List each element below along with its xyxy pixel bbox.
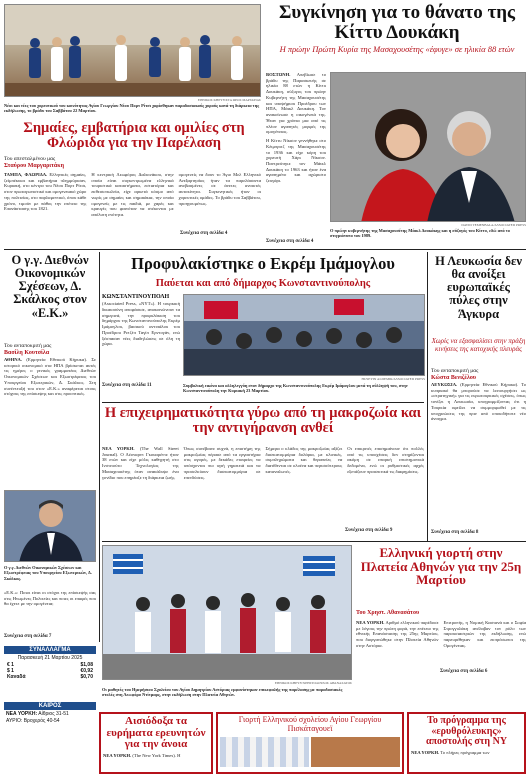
florida-text-col1: [4, 172, 86, 218]
cyprus-continued[interactable]: Συνέχεια στη σελίδα 8: [431, 530, 479, 535]
teaser-dateline: ΝΕΑ ΥΟΡΚΗ.: [411, 749, 440, 755]
florida-continued[interactable]: Συνέχεια στη σελίδα 4: [180, 231, 228, 236]
couple-portrait-illustration: [331, 73, 526, 222]
fx-date: Παρασκευή 21 Μαρτίου 2025: [17, 655, 83, 661]
imamoglu-text-body: (Associated Press, «ΝΥΤ»). Η τουρκική δικαιοσύνη αποφάσισε, ανακοινώνουν τα σημερινά, την προφυλάκιση του δημάρχου της Κωνσταντινούπολης Εκρέμ Ιμάμογλου, βασικού αντιπάλου του Προέδρου Ρετζέπ Ταγίπ Ερντογάν, ενώ ξέσπασαν νέες διαδηλώσεις σε όλη τη χώρα.: [102, 301, 180, 347]
teaser-headline: Γιορτή Ελληνικού σχολείου Αγίου Γεωργίου Πισκάταγουεϊ: [238, 715, 382, 733]
column-divider-right: [427, 252, 428, 542]
florida-dateline: ΤΑΜΠΑ, ΦΛΩΡΙΔΑ.: [4, 172, 48, 177]
teaser-dementia[interactable]: [99, 712, 213, 774]
imamoglu-subhead: Παύεται και από δήμαρχος Κωνσταντινούπολης: [155, 278, 371, 289]
un-byline-name: Βασίλη Κουτσίλα: [4, 349, 50, 356]
cyprus-text: [431, 382, 526, 422]
un-headline[interactable]: Ο γ.γ. Διεθνών Οικονομικών Σχέσεων, Δ. Σκάλκος στον «Ε.Κ.»: [11, 253, 89, 320]
imamoglu-text: [102, 294, 180, 347]
florida-photo-credit: ΕΘΝΙΚΟΣ ΚΗΡΥΞ/ΣΤΑ ΦΡΟΣ ΜΑΡΓΑΡΙΑΣ: [197, 98, 261, 102]
cyprus-headline[interactable]: Η Λευκωσία δεν θα ανοίξει ευρωπαϊκές πύλες στην Άγκυρα: [435, 254, 522, 321]
florida-photo: [4, 4, 261, 97]
dukakis-col2-text: Η Κίττυ Νίκσον γεννήθηκε στο Κέιμπριτζ της Μασαχουσέτης το 1936 και είχε κόρη του χορευτή Χάρι Νίκσον. Παντρεύτηκε τον Μάικλ Δουκάκη το 1963 και ήταν ένα αγαπημένο και αχώριστο ζευγάρι.: [266, 138, 326, 184]
dukakis-col1-text: Απεβίωσε το βράδυ της Παρασκευής σε ηλικία 88 ετών η Κίττυ Δουκάκη, σύζυγος του πρώην Κυβερνήτη της Μασαχουσέτης και υποψήφιου Προέδρου των ΗΠΑ, Μάικλ Δουκάκη. Τον ανακοίνωσε η οικογένειά της. Ήταν για χρόνια μια από τις πλέον αγαπητές μορφές της ομογένειας.: [266, 72, 326, 135]
un-text2: «Ε.Κ.»: Ποιοι είναι οι στόχοι της επίσκεψής σας στις Ηνωμένες Πολιτείες και ποιες οι επαφές που θα έχετε με την ομογένεια;: [4, 590, 96, 607]
dukakis-headline[interactable]: Συγκίνηση για το θάνατο της Κίττυ Δουκάκη: [278, 2, 516, 43]
athens-body: [356, 620, 526, 649]
fx-row: [4, 674, 96, 680]
cyprus-dateline: ΛΕΥΚΩΣΙΑ.: [431, 382, 458, 387]
athens-dateline: ΝΕΑ ΥΟΡΚΗ.: [356, 620, 385, 625]
dukakis-photo: [330, 72, 526, 222]
un-byline-label: Του ανταποκριτή μας: [4, 343, 52, 349]
imamoglu-caption: Συμβολική εικόνα και αλληλεγγύη στον δήμαρχο της Κωνσταντινούπολης Εκρέμ Ιμάμογλου μετά τη σύλληψή του, στην Κωνσταντινούπολη την Κυριακή 23 Μαρτίου.: [183, 383, 408, 394]
dukakis-photo-credit: DAVID TEMENBALA/ASSOCIATED PRESS: [461, 223, 526, 227]
florida-byline-label: Του απεσταλμένου μας: [4, 156, 56, 162]
dukakis-dateline: ΒΟΣΤΩΝΗ.: [266, 72, 291, 77]
imamoglu-headline[interactable]: Προφυλακίστηκε ο Εκρέμ Ιμάμογλου: [131, 254, 395, 273]
fx-label: $ 1: [7, 668, 14, 674]
weather-box: [4, 702, 96, 724]
fx-label: € 1: [7, 662, 14, 668]
teaser-text: [103, 753, 209, 759]
athens-byline-label: Του Χρηστ. Αθανασάτου: [356, 610, 420, 616]
teaser-school[interactable]: [216, 712, 404, 774]
business-text-col4: Οι επικριτές επισημαίνουν ότι πολλές από τις υποσχέσεις δεν στηρίζονται ακόμη σε επαρκή επιστημονικά δεδομένα, ενώ οι ρυθμιστικές αρχές εξετάζουν προσεκτικά τις διαφημίσεις.: [347, 446, 424, 474]
teaser-headline: Αισιόδοξα τα ευρήματα ερευνητών για την άνοια: [106, 715, 206, 751]
teaser-text: [411, 750, 522, 756]
cyprus-subhead: Χωρίς να εξασφαλίσει στην πράξη κινήσεις της κατοχικής πλευράς: [431, 337, 526, 353]
weather-today-text: Αίθριος 31-51: [38, 711, 69, 717]
business-text-col3: Σήμερα ο κλάδος της μακροζωίας αξίζει δισεκατομμύρια δολάρια, με κλινικές, συμπληρώματα και θεραπείες να διατίθενται σε ολοένα και περισσότερους καταναλωτές.: [265, 446, 343, 474]
florida-col1-text: Ελληνικές σημαίες, ζεϊμπέκικοι και εμβατήρια πλημμύρισαν, Κυριακή, στο κέντρο του Νέου Πορτ Ρίτσι, στον πρωταγωνιστικό και ομογενειακό χώρο της πολιτείας, στο παρλαμεντικό, όπου κάθε χρόνο, τιμούν με πάθος την επέτειο της Επανάστασης του 1821.: [4, 172, 87, 212]
weather-tomorrow: ΑΥΡΙΟ: Βροχερός 40-54: [6, 718, 60, 724]
fx-title: ΣΥΝΑΛΛΑΓΜΑ: [4, 646, 96, 654]
parade-illustration: [103, 546, 352, 680]
florida-photo-caption: Νέοι και νέες του χορευτικού του κοινότητας Αγίου Γεωργίου Νέου Πορτ Ρίτσι χαρίσθηκαν παραδοσιακούς χορούς κατά τη διάρκεια της εκδήλωσης, το βράδυ του Σαββάτου 22 Μαρτίου.: [4, 103, 260, 114]
athens-text-col1: [356, 620, 439, 649]
cyprus-byline-label: Του ανταποκριτή μας: [431, 368, 479, 374]
un-text-body: (Ερμηνεία Εθνικού Κήρυκα). Σε ιστορικό οικονομικό στα ΗΠΑ βρίσκεται αυτές τις ημέρες ο γενικός γραμματέας Διεθνών Οικονομικών Σχέσεων και Εξωστρέφειας του Υπουργείου Εξωτερικών, Δ. Σκάλκος. Στη συνέντευξή του στον «Ε.Κ.» αναφέρεται στους στόχους της επίσκεψης και στις προοπτικές.: [4, 357, 96, 397]
florida-byline: [4, 156, 94, 170]
florida-headline[interactable]: Σημαίες, εμβατήρια και ομιλίες στη Φλώριδα για την Παρέλαση: [23, 120, 245, 152]
crowd-illustration: [184, 295, 425, 376]
athens-text-col2: Επιτροπής, η Νομική Καστανά και ο Σοφία Στρογγυλάκη ανέλαβαν τον ρόλο των παρουσιαστριών της εκδήλωσης, ενώ παρευρέθηκαν και εκπρόσωποι της Ομογένειας.: [443, 620, 526, 648]
business-headline[interactable]: Η επιχειρηματικότητα γύρω από τη μακροζωία και την αντιγήρανση ανθεί: [104, 405, 422, 437]
school-photo-left: [220, 737, 309, 767]
teaser-headline: Το πρόγραμμα της «ερυθρόλευκης» αποστολής στη ΝΥ: [425, 715, 508, 747]
imamoglu-photo: [183, 294, 425, 376]
fx-box: [4, 646, 96, 680]
athens-headline[interactable]: Ελληνική γιορτή στην Πλατεία Αθηνών για την 25η Μαρτίου: [360, 545, 522, 588]
skalkos-photo: [4, 490, 96, 562]
fx-value: $1,08: [80, 662, 93, 668]
column-divider-left: [99, 252, 100, 642]
business-dateline: ΝΕΑ ΥΟΡΚΗ.: [102, 446, 135, 451]
dukakis-subhead: Η πρώην Πρώτη Κυρία της Μασαχουσέτης «έφυγε» σε ηλικία 88 ετών: [279, 44, 515, 54]
dukakis-caption: Ο πρώην κυβερνήτης της Μασαχουσέτης Μάικλ Δουκάκης και η σύζυγός του Κίττυ, εδώ από το στιγμιότυπο του 1989.: [330, 228, 510, 239]
teaser-text-body: Το πλήρες πρόγραμμα των: [440, 749, 490, 755]
dukakis-continued[interactable]: Συνέχεια στη σελίδα 4: [266, 239, 314, 244]
fx-value: $0,70: [80, 674, 93, 680]
athens-photo: [102, 545, 352, 680]
teaser-dateline: ΝΕΑ ΥΟΡΚΗ.: [103, 752, 132, 758]
teaser-text-body: (The New York Times). Η: [132, 752, 181, 758]
dancers-illustration: [5, 5, 261, 97]
fx-label: Καναδά: [7, 674, 26, 680]
school-photo-right: [311, 737, 400, 767]
cyprus-byline: [431, 368, 526, 382]
fx-value: €0,92: [80, 668, 93, 674]
florida-text-col2: Η κεντρική Λεωφόρος Δαλκινάκου, στην οποία είναι συγκεντρωμένα ελληνικά τουριστικά καταστήματα, εστιατόρια και εκθεσιοπωλεία, είχε αρκετά κόσμο από νωρίς με σημαίες και σημαιάκια, την οποία ομογενείς με τις παιδιά, με χαρές και κραυγές που φαινόταν να στέκονται με απόλυτη ενότητα.: [91, 172, 174, 218]
section-divider-3: [102, 541, 526, 542]
teaser-olympiacos[interactable]: [407, 712, 526, 774]
athens-caption: Οι μαθητές του Ημερήσιου Σχολείου του Αγίου Δημητρίου Αστόριας εμφανίστηκαν επικεφαλής της παρέλασης με παραδοσιακές στολές στη Λεωφόρο Ντίτμαρς, στην εκδήλωση στην Πλατεία Αθηνών.: [102, 687, 343, 698]
section-divider-1: [4, 249, 526, 250]
imamoglu-photo-credit: HUSEYIN ALDEMIR/ASSOCIATED PRESS: [361, 377, 425, 381]
athens-continued[interactable]: Συνέχεια στη σελίδα 6: [440, 669, 488, 674]
athens-byline: [356, 610, 436, 617]
florida-body: [4, 172, 261, 218]
florida-text-col3: ομογενείς να δουν το Άγιο Μελ Ελληνικό Ανεξαρτησίας ήταν τα παρελάσαντα ανεβασμένες σε άνετες ανοικτές αυτοκίνητα. Συγκινητικές ήταν οι χορευτικές ομάδες. Το βράδυ του Σαββάτου, προηγουμένως.: [178, 172, 261, 206]
section-divider-2: [102, 402, 424, 403]
weather-title: ΚΑΙΡΟΣ: [4, 702, 96, 710]
business-text-col1: [102, 446, 179, 480]
business-body: [102, 446, 424, 480]
un-dateline: ΑΘΗΝΑ.: [4, 357, 22, 362]
imamoglu-dateline: ΚΩΝΣΤΑΝΤΙΝΟΥΠΟΛΗ: [102, 294, 170, 300]
weather-city: ΝΕΑ ΥΟΡΚΗ:: [6, 711, 38, 717]
cyprus-text-body: (Ερμηνεία Εθνικού Κήρυκα). Το κυπριακό θα μπορούσε να λειτουργήσει ως «στρατηγική» για τις ευρωτουρκικές σχέσεις, όπως τονίζει η Λευκωσία, υπογραμμίζοντας ότι η Τουρκία οφείλει να συμμορφωθεί με τις υποχρεώσεις της πριν από οποιοδήποτε νέο άνοιγμα.: [431, 382, 526, 422]
skalkos-caption: Ο γ.γ. Διεθνών Οικονομικών Σχέσεων και Εξωστρέφειας του Υπουργείου Εξωτερικών, Δ. Σκάλκος.: [4, 565, 92, 581]
athens-photo-credit: ΕΘΝΙΚΟΣ ΚΗΡΥΞ/ΧΡΗΣΤΟΔΟΥΛΟΣ ΑΘΑΝΑΣΑΤΟΣ: [274, 681, 352, 685]
florida-byline-name: Σταύρου Μαργαριτάκη: [4, 162, 64, 169]
un-byline: [4, 343, 96, 357]
school-photo: [220, 737, 400, 767]
business-continued[interactable]: Συνέχεια στη σελίδα 9: [345, 528, 393, 533]
un-text: [4, 357, 96, 397]
athens-col1-text: Αριθμό ελληνικού παρέδοσε με λόγους την πρώτη φορά, την επέτειο της εθνικής Επανάστασης της 25ης Μαρτίου, που διοργανώθηκε στην Πλατεία Αθηνών στην Αστόρια.: [356, 620, 439, 648]
dukakis-text: [266, 72, 326, 184]
imamoglu-continued[interactable]: Συνέχεια στη σελίδα 11: [102, 383, 152, 388]
business-col1-text: (The Wall Street Journal). Ο Λέοναρντ Γκουαρέντε ήταν 38 ετών και είχε μόλις καθηγητή στο Ινστιτούτο Τεχνολογίας της Μασαχουσέτης όταν ανακάλυψε ένα γονίδιο που επηρέαζε τη διάρκεια ζωής.: [102, 446, 179, 480]
weather-today: [4, 710, 96, 718]
cyprus-byline-name: Κώστα Βενιζέλου: [431, 374, 477, 381]
skalkos-portrait-illustration: [5, 491, 96, 562]
un-continued[interactable]: Συνέχεια στη σελίδα 7: [4, 634, 52, 639]
business-text-col2: Όπως συνέβαινε συχνά, η επιστήμη της μακροζωίας πέρασε από τα εργαστήρια στις αγορές, με δεκάδες εταιρείες να υπόσχονται πιο υγιή γηρατειά και να προσελκύουν δισεκατομμύρια σε επενδύσεις.: [183, 446, 261, 480]
